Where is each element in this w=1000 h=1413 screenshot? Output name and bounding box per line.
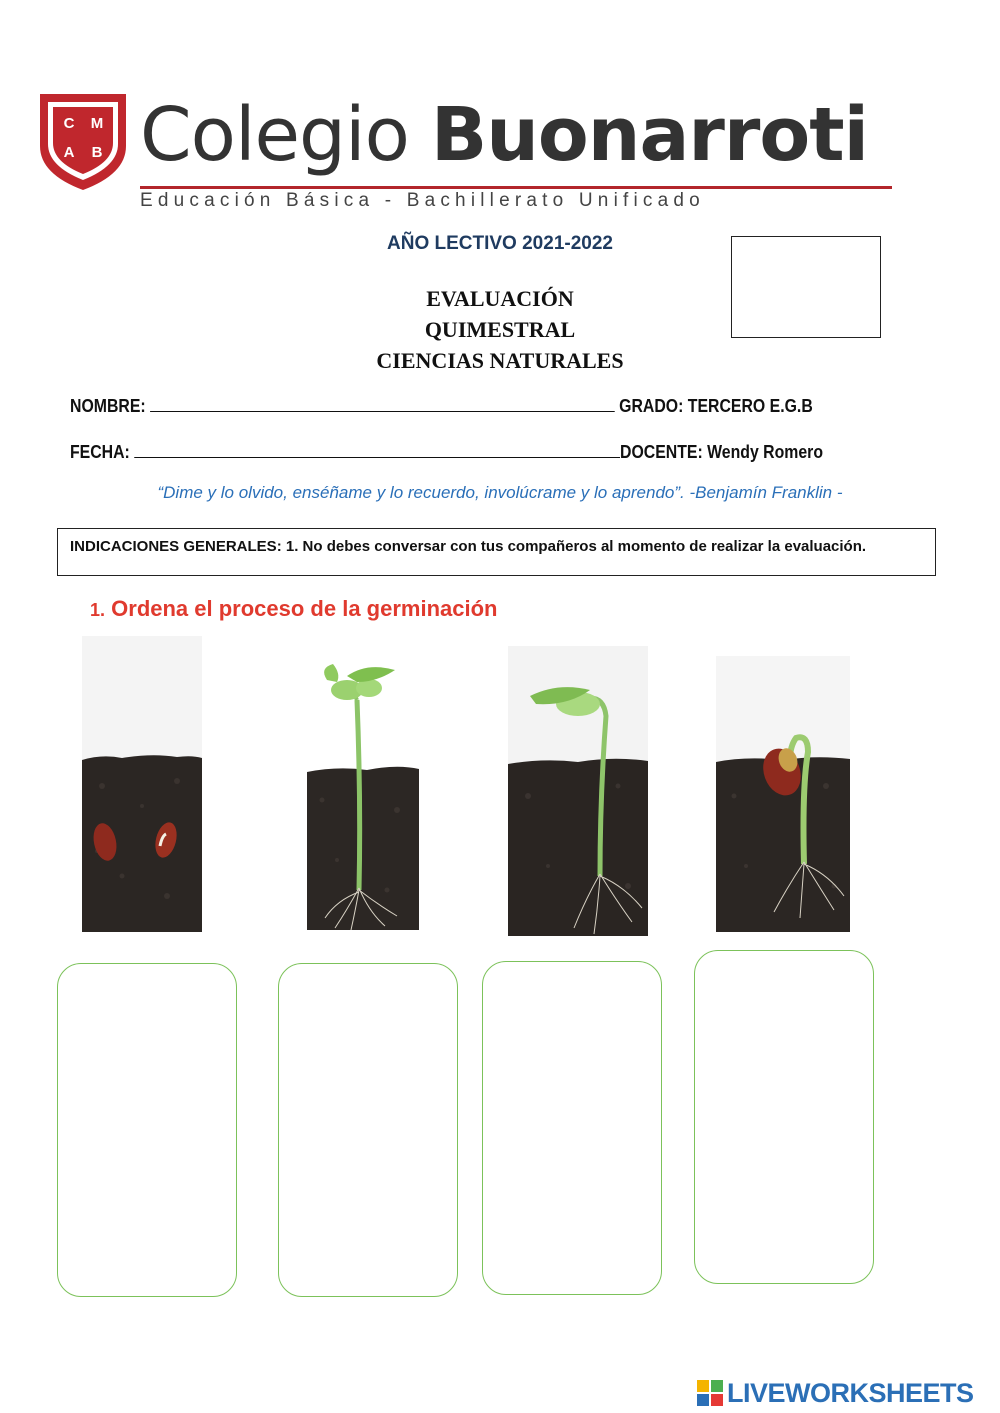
answer-box[interactable] [278, 963, 458, 1297]
school-year: AÑO LECTIVO 2021-2022 [387, 233, 613, 254]
instructions-text: INDICACIONES GENERALES: 1. No debes conversar con tus compañeros al momento de realizar la evaluación. [70, 538, 867, 555]
liveworksheets-logo-icon [697, 1380, 723, 1406]
bean-sprout-hook-icon [716, 656, 850, 932]
answer-box[interactable] [694, 950, 874, 1284]
liveworksheets-watermark [697, 1378, 974, 1408]
school-name-bold: Buonarroti [430, 92, 868, 178]
exam-title-line: CIENCIAS NATURALES [376, 348, 624, 373]
tall-seedling-icon [307, 660, 419, 930]
grade-label: GRADO: TERCERO E.G.B [619, 396, 813, 416]
bean-seeds-in-soil-icon [82, 636, 202, 932]
question-number: 1. [90, 600, 106, 620]
shield-letter: B [91, 144, 103, 161]
school-name-light: Colegio [140, 92, 409, 178]
question-text: Ordena el proceso de la germinación [111, 596, 498, 621]
shield-letter: A [63, 144, 75, 161]
shield-letter: M [90, 115, 104, 132]
date-label: FECHA: [70, 442, 130, 462]
answer-box[interactable] [482, 961, 662, 1295]
question-1-heading [90, 596, 497, 622]
school-tagline: Educación Básica - Bachillerato Unificado [140, 190, 705, 211]
school-shield-logo [36, 86, 130, 192]
date-row [70, 441, 823, 463]
school-name [140, 92, 900, 182]
name-label: NOMBRE: [70, 396, 146, 416]
score-box[interactable] [731, 236, 881, 338]
name-input-line[interactable] [150, 395, 615, 412]
date-input-line[interactable] [134, 441, 620, 458]
shield-letter: C [63, 115, 75, 132]
answer-box[interactable] [57, 963, 237, 1297]
teacher-label: DOCENTE: Wendy Romero [620, 442, 824, 462]
watermark-text: LIVEWORKSHEETS [727, 1377, 974, 1408]
exam-title-line: QUIMESTRAL [424, 317, 576, 342]
sprouting-seedling-icon [508, 646, 648, 936]
exam-title-line: EVALUACIÓN [426, 286, 574, 311]
instructions-box [57, 528, 936, 576]
motivational-quote: “Dime y lo olvido, enséñame y lo recuerdo, involúcrame y lo aprendo”. -Benjamín Franklin - [157, 483, 843, 502]
exam-title [300, 283, 700, 376]
name-row [70, 395, 813, 417]
brand-divider [140, 186, 892, 189]
